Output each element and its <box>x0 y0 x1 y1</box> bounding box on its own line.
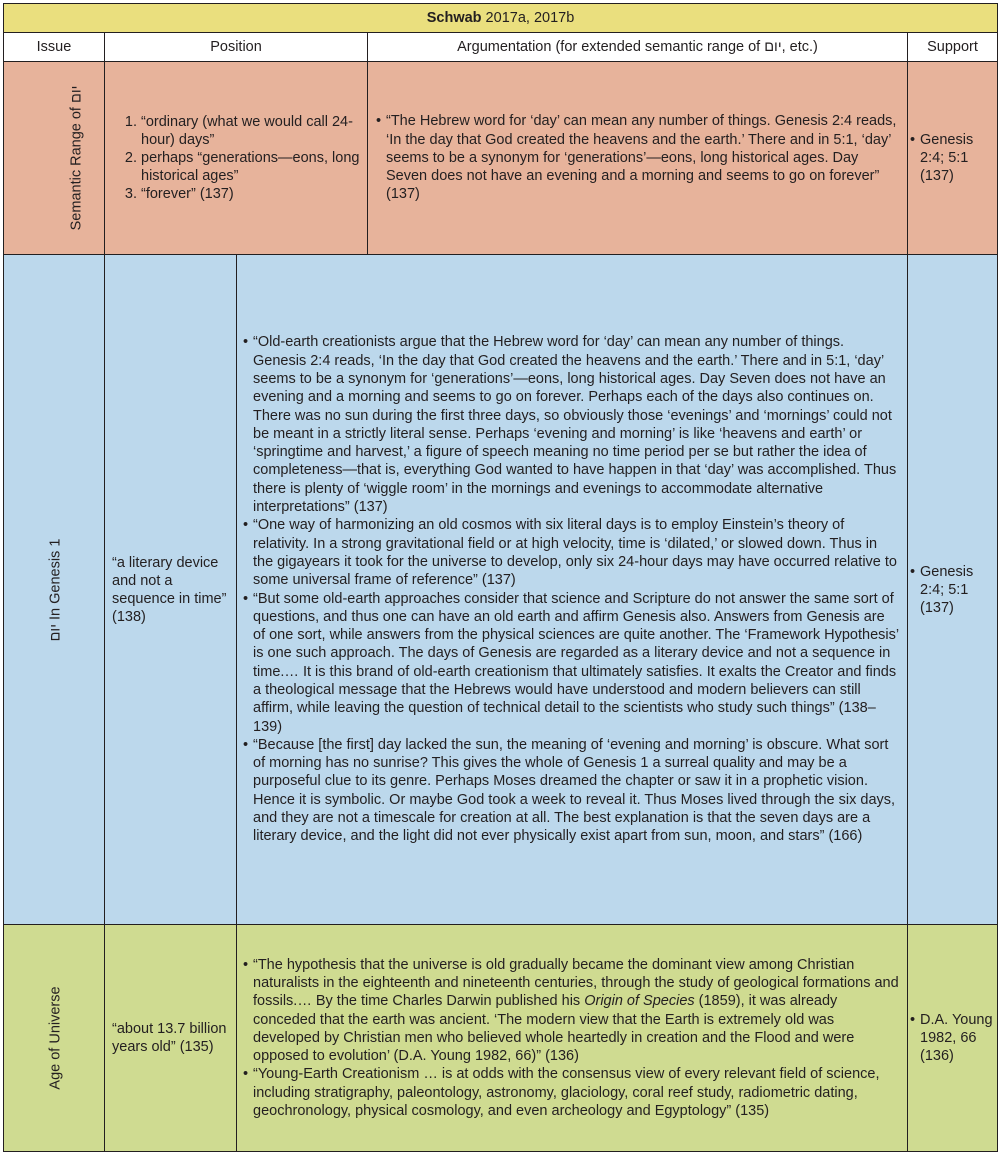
row-genesis-1 <box>4 255 998 925</box>
position-list <box>113 113 361 203</box>
argumentation-cell <box>237 925 908 1152</box>
title-row <box>4 4 998 33</box>
list-item <box>241 956 899 1066</box>
title-author: Schwab <box>426 10 482 26</box>
support-cell <box>908 62 998 255</box>
support-list <box>908 1011 997 1065</box>
position-cell <box>105 62 368 255</box>
list-item: • “One way of harmonizing an old cosmos with six literal days is to employ Einstein’s theory of relativity. In a strong gravitational field or at high velocity, time is ‘dilated,’ or slowed down. Thus in the gigayears it took for the universe to develop, only six 24-hour days may have occurred relative to some universal frame of reference” (137) <box>241 516 899 589</box>
issue-label: Semantic Range of יום <box>68 85 85 231</box>
issue-cell <box>4 925 105 1152</box>
list-item: 2. perhaps “generations—eons, long historical ages” <box>141 149 361 185</box>
header-issue: Issue <box>4 33 105 62</box>
table-title <box>4 4 998 33</box>
argumentation-cell <box>368 62 908 255</box>
list-item: • “Because [the first] day lacked the sun, the meaning of ‘evening and morning’ is obscure. What sort of morning has no sunrise? This gives the whole of Genesis 1 a surreal quality and may be a purposeful clue to its genre. Perhaps Moses dreamed the chapter or saw it in a prophetic vision. Hence it is symbolic. Or maybe God took a week to reveal it. Thus Moses lived through the six days, and they are not a timescale for creation at all. The best explanation is that the seven days are a literary device, and the light did not ever physically exist apart from sun, moon, and stars” (166) <box>241 736 899 846</box>
quote-text: “The hypothesis that the universe is old gradually became the dominant view among Christian naturalists in the eighteenth and nineteenth centuries, through the study of geological formations and fossils.… By the time Charles Darwin published his <box>253 956 899 1010</box>
row-semantic-range <box>4 62 998 255</box>
list-item: • “Old-earth creationists argue that the Hebrew word for ‘day’ can mean any number of things. Genesis 2:4 reads, ‘In the day that God created the heavens and the earth.’ There and in 5:1, ‘day’ seems to be a synonym for ‘generations’—eons, long historical ages. Day Seven does not have an evening and a morning and seems to go on forever. Perhaps each of the days also continues on. There was no sun during the first three days, so obviously those ‘evenings’ and ‘mornings’ could not be meant in a strictly literal sense. Perhaps ‘evening and morning’ is like ‘heavens and earth’ or ‘springtime and harvest,’ a figure of speech meaning no time period per se but rather the idea of completeness—that is, everything God wanted to have happen in that ‘day’ was accomplished. Thus there is plenty of ‘wiggle room’ in the mornings and evenings to accommodate alternative interpretations” (137) <box>241 333 899 516</box>
issue-label: יום In Genesis 1 <box>47 538 64 641</box>
list-item: • Genesis 2:4; 5:1 (137) <box>908 131 997 185</box>
header-position: Position <box>105 33 368 62</box>
argumentation-list <box>241 333 899 845</box>
list-item: • Genesis 2:4; 5:1 (137) <box>908 563 997 617</box>
list-item: • “But some old-earth approaches consider that science and Scripture do not answer the same sort of questions, and thus one can have an old earth and affirm Genesis also. Answers from Genesis are of one sort, while answers from the physical sciences are quite another. The ‘Framework Hypothesis’ is one such approach. The days of Genesis are regarded as a literary device and not a sequence in time.… It is this brand of old-earth creationism that ultimately satisfies. It exalts the Creator and finds a theological message that the Hebrews would have understood and modern believers can still affirm, while leaving the question of technical detail to the scientists who study such things” (138–139) <box>241 590 899 736</box>
issue-cell <box>4 255 105 925</box>
list-item: 1. “ordinary (what we would call 24-hour) days” <box>141 113 361 149</box>
list-item: 3. “forever” (137) <box>141 185 361 203</box>
list-item: • D.A. Young 1982, 66 (136) <box>908 1011 997 1065</box>
argumentation-list <box>241 956 899 1121</box>
header-argumentation: Argumentation (for extended semantic range of יום, etc.) <box>368 33 908 62</box>
issue-label: Age of Universe <box>47 986 64 1090</box>
position-text: “a literary device and not a sequence in time” (138) <box>112 554 227 625</box>
book-title: Origin of Species <box>584 993 695 1010</box>
row-age-of-universe <box>4 925 998 1152</box>
support-list <box>908 563 997 617</box>
support-cell <box>908 255 998 925</box>
position-cell <box>105 925 237 1152</box>
argumentation-list <box>374 112 897 203</box>
support-list <box>908 131 997 185</box>
header-row <box>4 33 998 62</box>
argumentation-cell <box>237 255 908 925</box>
quote-text: (1859), it was already conceded that the earth was ancient. ‘The modern view that the Earth is extremely old was developed by Christian men who believed whole heartedly in creation and the Flood and were opposed to evolution’ (D.A. Young 1982, 66)” (136) <box>253 993 855 1065</box>
comparison-table <box>3 3 998 1152</box>
issue-cell <box>4 62 105 255</box>
support-cell <box>908 925 998 1152</box>
list-item: • “The Hebrew word for ‘day’ can mean any number of things. Genesis 2:4 reads, ‘In the day that God created the heavens and the earth.’ There and in 5:1, ‘day’ seems to be a synonym for ‘generations’—eons, long historical ages. Day Seven does not have an evening and a morning and seems to go on forever” (137) <box>374 112 897 203</box>
list-item: • “Young-Earth Creationism … is at odds with the consensus view of every relevant field of science, including stratigraphy, paleontology, astronomy, glaciology, coral reef study, radiometric dating, geochronology, physical cosmology, and even archeology and Egyptology” (135) <box>241 1065 899 1120</box>
header-support: Support <box>908 33 998 62</box>
title-years: 2017a, 2017b <box>481 10 575 26</box>
position-text: “about 13.7 billion years old” (135) <box>112 1021 227 1055</box>
position-cell <box>105 255 237 925</box>
